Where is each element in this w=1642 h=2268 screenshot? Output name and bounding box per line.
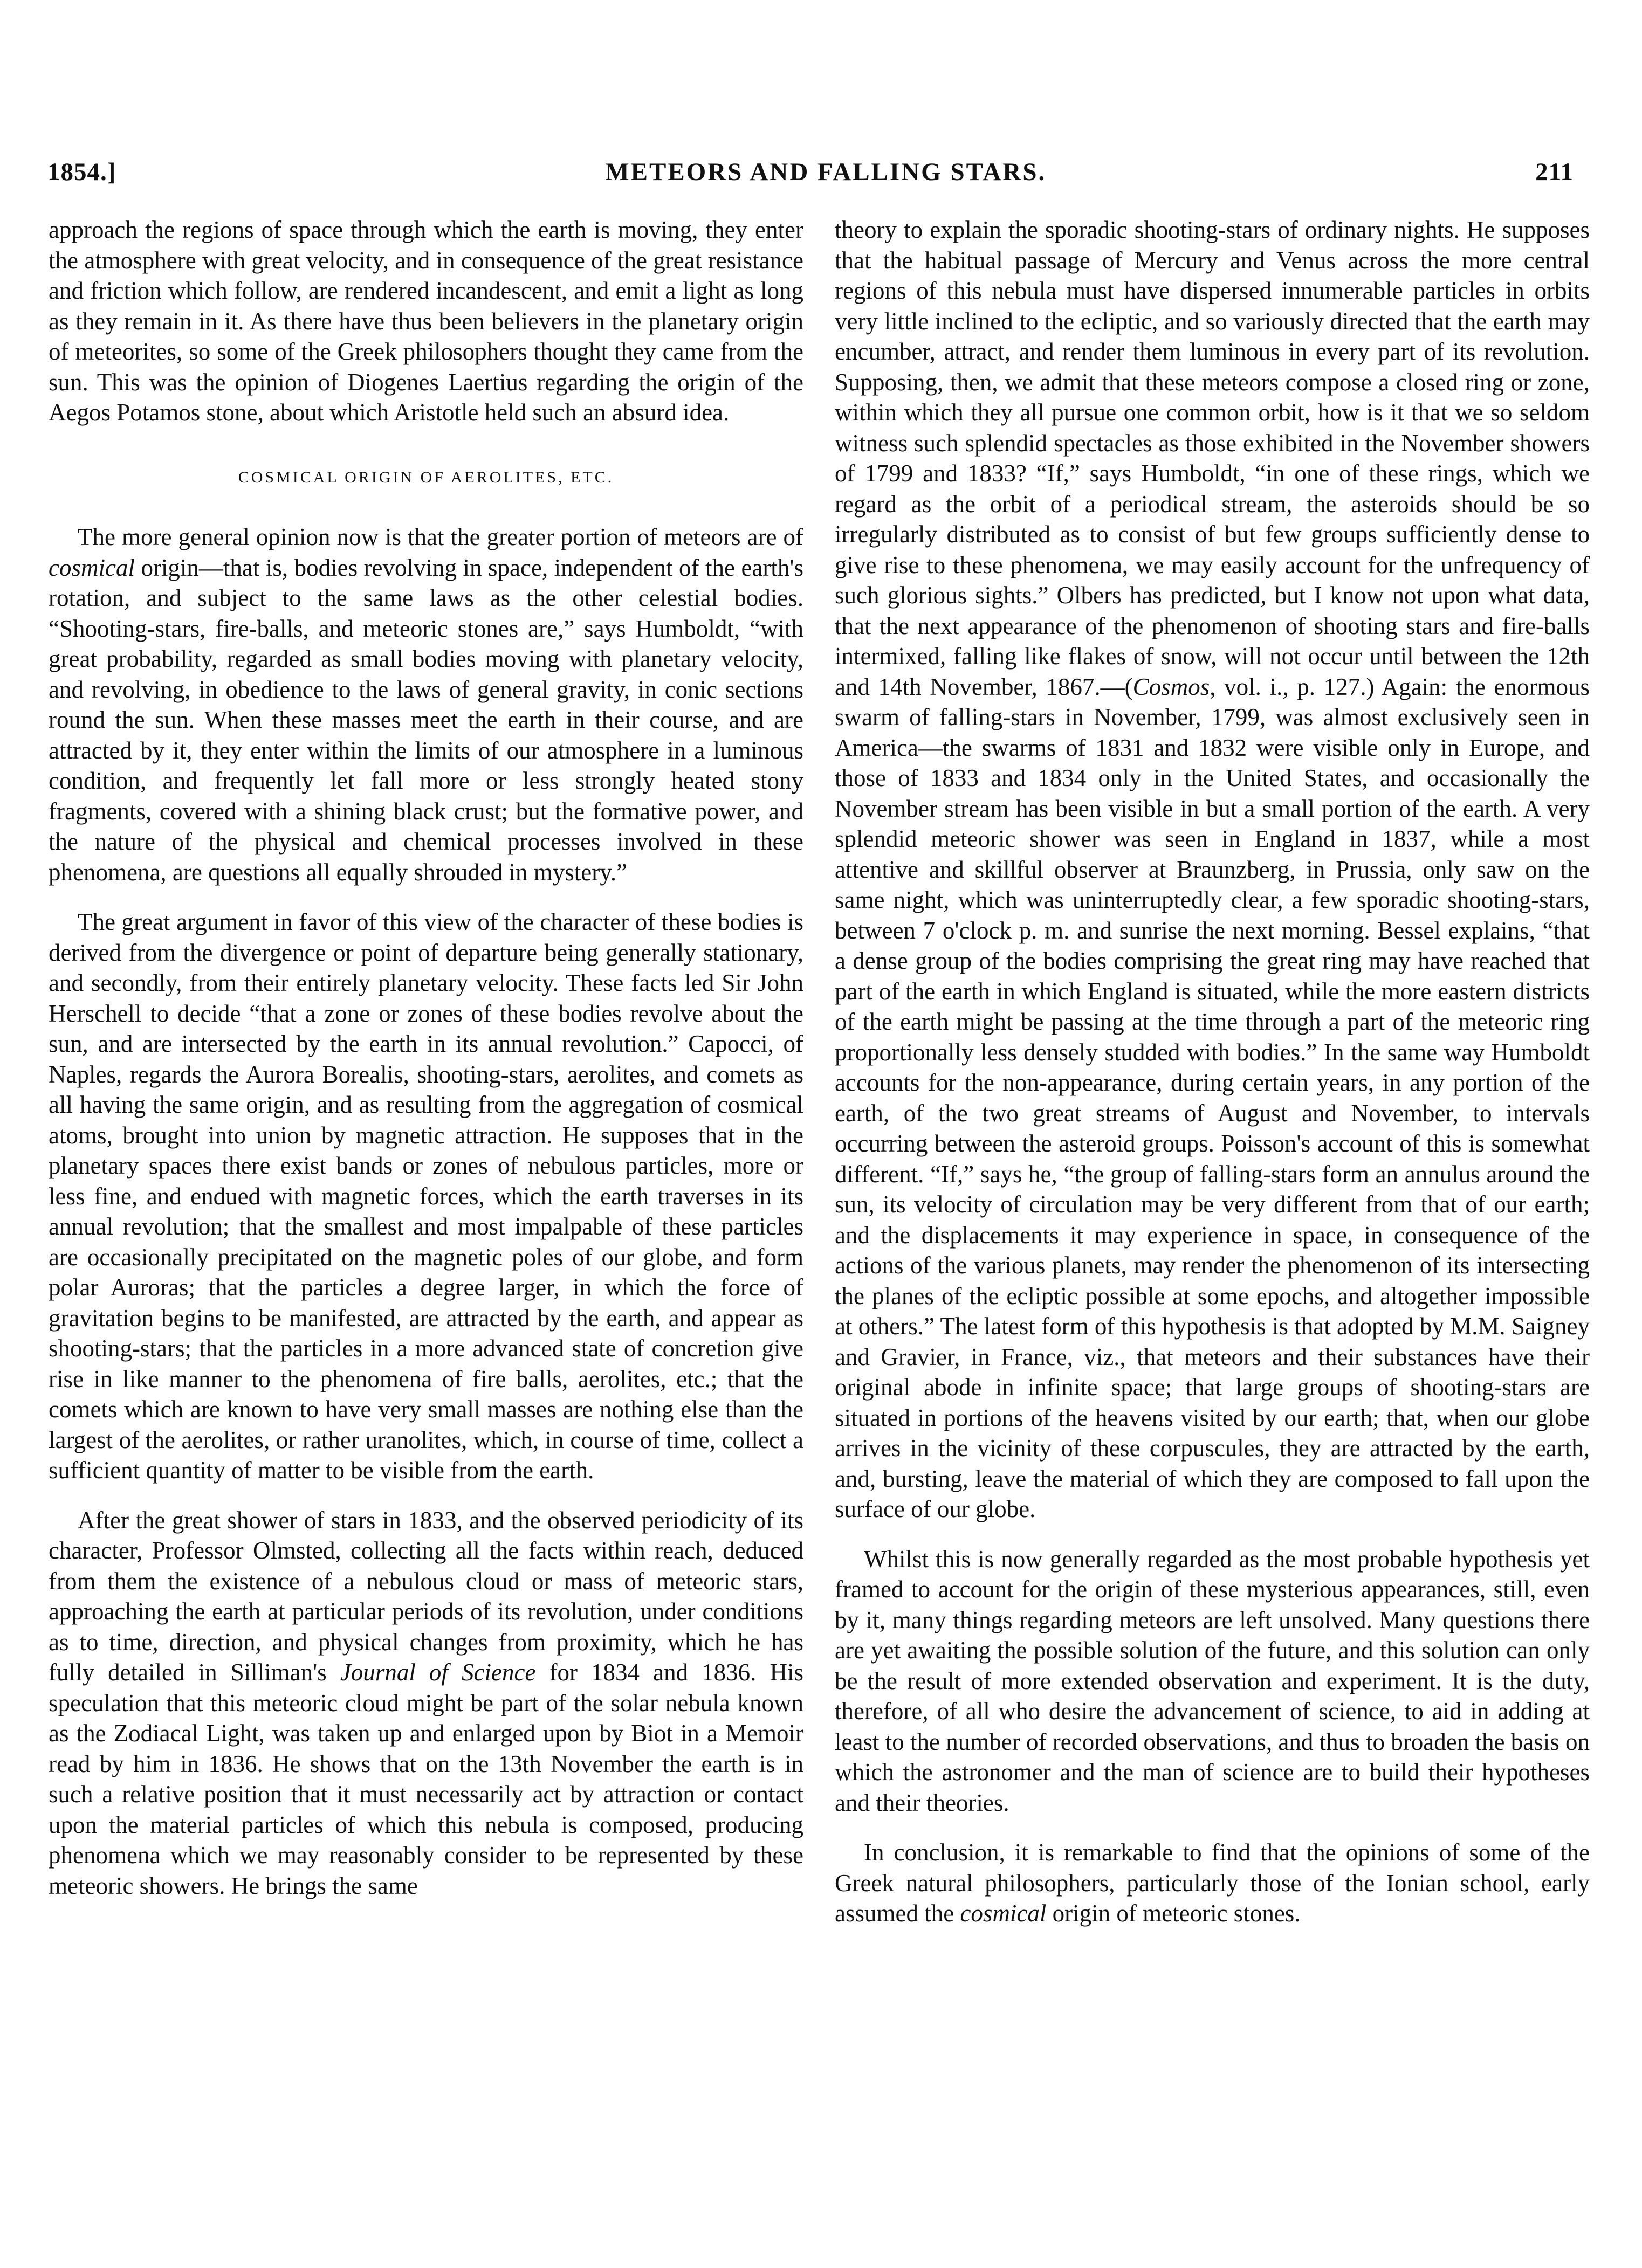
paragraph: approach the regions of space through which the earth is moving, they enter the atmosphere with great velocity, and in consequence of the great resistance and friction which follow, are rendered incandescent, and emit a light as long as they remain in it. As there have thus been believers in the planetary origin of meteorites, so some of the Greek philosophers thought they came from the sun. This was the opinion of Diogenes Laertius regarding the origin of the Aegos Potamos stone, about which Aristotle held such an absurd idea.	[49, 216, 803, 426]
text-run: origin—that is, bodies revolving in space, independent of the earth's rotation, and subject to the same laws as the other celestial bodies. “Shooting-stars, fire-balls, and meteoric stones are,” says Humboldt, “with great probability, regarded as small bodies moving with planetary velocity, and revolving, in obedience to the laws of general gravity, in conic sections round the sun. When these masses meet the earth in their course, and are attracted by it, they enter within the limits of our atmosphere in a luminous condition, and frequently let fall more or less strongly heated stony fragments, covered with a shining black crust; but the formative power, and the nature of the physical and chemical processes involved in these phenomena, are questions all equally shrouded in mystery.”	[49, 554, 803, 886]
text-run: In conclusion, it is remarkable to find that the opinions of some of the Greek natural philosophers, particularly those of the Ionian school, early assumed the	[835, 1839, 1590, 1927]
italic-run: cosmical	[49, 554, 135, 581]
italic-run: Journal of Science	[340, 1659, 536, 1686]
text-run: After the great shower of stars in 1833, and the observed periodicity of its character, Professor Olmsted, collecting all the facts within reach, deduced from them the existence of a nebulous cloud or mass of meteoric stars, approaching the earth at particular periods of its revolution, under conditions as to time, direction, and physical changes from proximity, which he has fully detailed in Silliman's	[49, 1506, 803, 1686]
header-year: 1854.]	[47, 158, 116, 186]
paragraph	[835, 215, 1590, 1525]
left-column	[49, 215, 803, 1901]
text-run: theory to explain the sporadic shooting-stars of ordinary nights. He supposes that the habitual passage of Mercury and Venus across the more central regions of this nebula must have dispersed innumerable particles in orbits very little inclined to the ecliptic, and so variously directed that the earth may encumber, attract, and render them luminous in every part of its revolution. Supposing, then, we admit that these meteors compose a closed ring or zone, within which they all pursue one common orbit, how is it that we so seldom witness such splendid spectacles as those exhibited in the November showers of 1799 and 1833? “If,” says Humboldt, “in one of these rings, which we regard as the orbit of a periodical stream, the asteroids should be so irregularly distributed as to consist of but few groups sufficiently dense to give rise to these phenomena, we may easily account for the unfrequency of such glorious sights.” Olbers has predicted, but I know not upon what data, that the next appearance of the phenomenon of shooting stars and fire-balls intermixed, falling like flakes of snow, will not occur until between the 12th and 14th November, 1867.—(	[835, 216, 1590, 700]
text-run: origin of meteoric stones.	[1046, 1900, 1301, 1927]
paragraph: The great argument in favor of this view of the character of these bodies is derived from the divergence or point of departure being generally stationary, and secondly, from their entirely planetary velocity. These facts led Sir John Herschell to decide “that a zone or zones of these bodies revolve about the sun, and are intersected by the earth in its annual revolution.” Capocci, of Naples, regards the Aurora Borealis, shooting-stars, aerolites, and comets as all having the same origin, and as resulting from the aggregation of cosmical atoms, brought into union by magnetic attraction. He supposes that in the planetary spaces there exist bands or zones of nebulous particles, more or less fine, and endued with magnetic forces, which the earth traverses in its annual revolution; that the smallest and most impalpable of these particles are occasionally precipitated on the magnetic poles of our globe, and form polar Auroras; that the particles a degree larger, in which the force of gravitation begins to be manifested, are attracted by the earth, and appear as shooting-stars; that the particles in a more advanced state of concretion give rise in like manner to the phenomena of fire balls, aerolites, etc.; that the comets which are known to have very small masses are nothing else than the largest of the aerolites, or rather uranolites, which, in course of time, collect a sufficient quantity of matter to be visible from the earth.	[49, 908, 803, 1484]
text-run: The more general opinion now is that the greater portion of meteors are of	[78, 523, 803, 550]
right-column	[835, 215, 1590, 1929]
header-title: METEORS AND FALLING STARS.	[605, 158, 1047, 186]
text-run: , vol. i., p. 127.) Again: the enormous swarm of falling-stars in November, 1799, was almost exclusively seen in America—the swarms of 1831 and 1832 were visible only in Europe, and those of 1833 and 1834 only in the United States, and occasionally the November stream has been visible in but a small portion of the earth. A very splendid meteoric shower was seen in England in 1837, while a most attentive and skillful observer at Braunzberg, in Prussia, only saw on the same night, which was uninterruptedly clear, a few sporadic shooting-stars, between 7 o'clock p. m. and sunrise the next morning. Bessel explains, “that a dense group of the bodies comprising the great ring may have reached that part of the earth in which England is situated, while the more eastern districts of the earth might be passing at the time through a part of the meteoric ring proportionally less densely studded with bodies.” In the same way Humboldt accounts for the non-appearance, during certain years, in any portion of the earth, of the two great streams of August and November, to intervals occurring between the asteroid groups. Poisson's account of this is somewhat different. “If,” says he, “the group of falling-stars form an annulus around the sun, its velocity of circulation may be very different from that of our earth; and the displacements it may experience in space, in consequence of the actions of the various planets, may render the phenomenon of its intersecting the planes of the ecliptic possible at some epochs, and altogether impossible at others.” The latest form of this hypothesis is that adopted by M.M. Saigney and Gravier, in France, viz., that meteors and their substances have their original abode in infinite space; that large groups of shooting-stars are situated in portions of the heavens visited by our earth; that, when our globe arrives in the vicinity of these corpuscules, they are attracted by the earth, and, bursting, leave the material of which they are composed to fall upon the surface of our globe.	[835, 673, 1590, 1522]
italic-run: cosmical	[960, 1900, 1047, 1927]
paragraph: Whilst this is now generally regarded as the most probable hypothesis yet framed to account for the origin of these mysterious appearances, still, even by it, many things regarding meteors are left unsolved. Many questions there are yet awaiting the possible solution of the future, and this solution can only be the result of more extended observation and experiment. It is the duty, therefore, of all who desire the advancement of science, to aid in adding at least to the number of recorded observations, and thus to broaden the basis on which the astronomer and the man of science are to build their hypotheses and their theories.	[835, 1545, 1590, 1816]
page-number: 211	[1535, 158, 1574, 186]
italic-run: Cosmos	[1132, 673, 1210, 700]
running-header	[47, 157, 1574, 187]
paragraph	[835, 1837, 1590, 1929]
text-run: for 1834 and 1836. His speculation that this meteoric cloud might be part of the solar nebula known as the Zodiacal Light, was taken up and enlarged upon by Biot in a Memoir read by him in 1836. He shows that on the 13th November the earth is in such a relative position that it must necessarily act by attraction or contact upon the material particles of which this nebula is composed, producing phenomena which we may reasonably consider to be represented by these meteoric showers. He brings the same	[49, 1659, 803, 1899]
paragraph	[49, 1505, 803, 1901]
paragraph	[49, 522, 803, 887]
section-heading: COSMICAL ORIGIN OF AEROLITES, ETC.	[238, 468, 614, 486]
